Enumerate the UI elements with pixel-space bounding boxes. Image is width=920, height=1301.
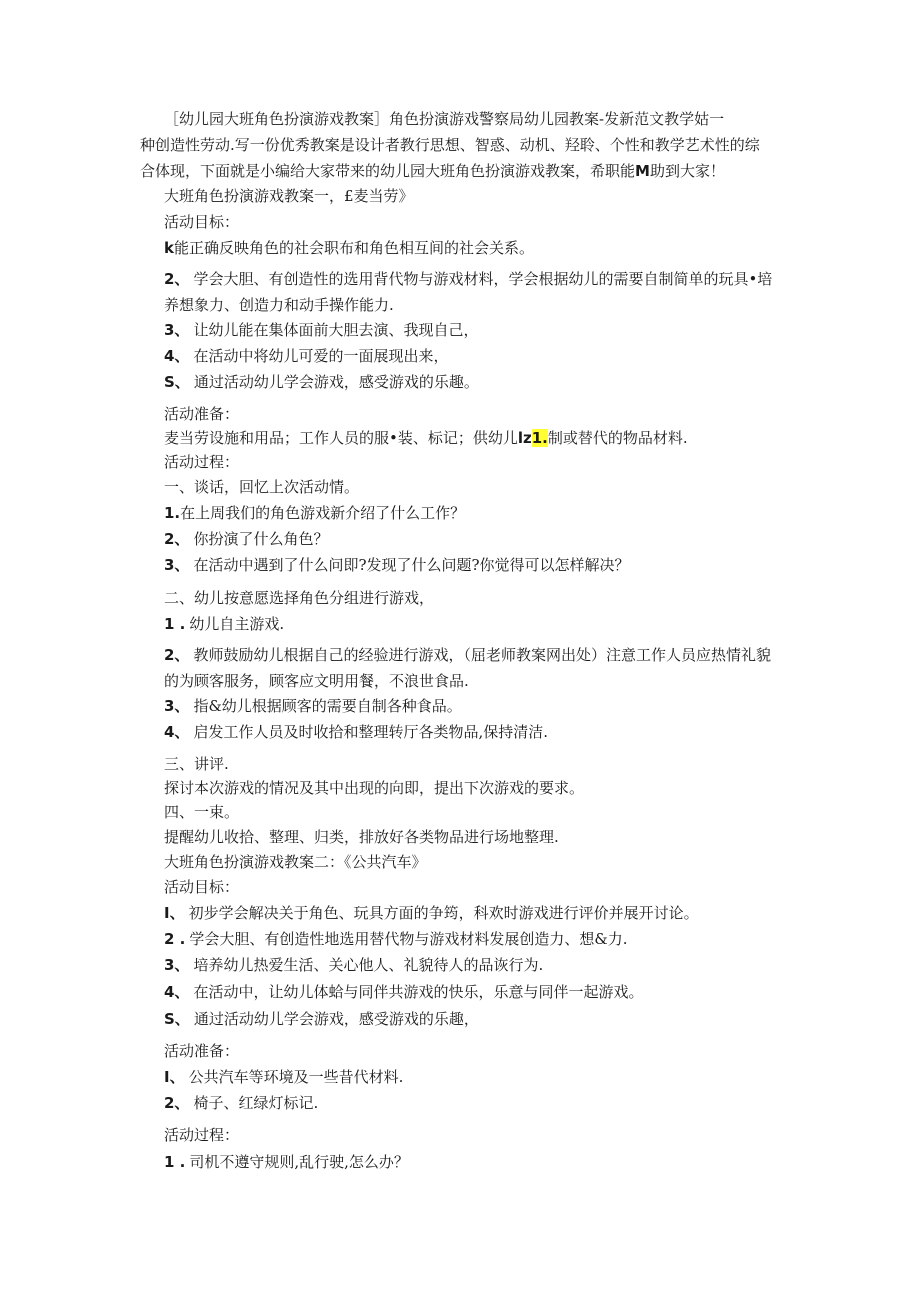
plan1-step-3-text: 探讨本次游戏的情况及其中出现的向即，提出下次游戏的要求。 [164, 779, 585, 797]
plan1-step-1-2-num: 2、 [164, 530, 190, 548]
plan1-goal-4-text: 在活动中将幼儿可爱的一面展现出来， [193, 347, 449, 365]
plan1-goal-2-num: 2、 [164, 270, 190, 288]
plan2-prep-1-num: I、 [164, 1068, 185, 1086]
plan2-goal-2-num: 2 . [164, 930, 186, 948]
highlight-mark: 1. [531, 429, 548, 447]
plan2-prep-label: 活动准备： [164, 1042, 240, 1060]
plan1-proc-label: 活动过程： [164, 453, 240, 471]
plan1-goal-5-text: 通过活动幼儿学会游戏，感受游戏的乐趣。 [193, 373, 479, 391]
plan1-goal-1-num: k [164, 239, 174, 257]
plan2-goal-1-num: I、 [164, 904, 185, 922]
plan1-step-1-1 [164, 503, 465, 523]
plan1-step-2-4 [164, 722, 548, 742]
plan1-step-4: 四、一束。 [164, 803, 240, 821]
plan1-step-1-3-num: 3、 [164, 556, 190, 574]
plan1-goal-1-text: 能正确反映角色的社会职布和角色相互间的社会关系。 [173, 239, 534, 257]
plan2-goal-1-text: 初步学会解决关于角色、玩具方面的争筠，科欢时游戏进行评价并展开讨论。 [188, 904, 699, 922]
plan1-step-1: 一、谈话，回忆上次活动情。 [164, 478, 360, 496]
plan2-goal-3-num: 3、 [164, 956, 190, 974]
plan1-goal-2 [164, 266, 784, 318]
plan1-step-4-text: 提醒幼儿收拾、整理、归类，排放好各类物品进行场地整理. [164, 828, 559, 846]
plan2-step-1 [164, 1152, 409, 1172]
plan1-step-2-2-text: 教师鼓励幼儿根据自己的经验进行游戏，（屈老师教案网出处）注意工作人员应热情礼貌的为顾客服务，顾客应文明用餐，不浪世食品. [164, 646, 771, 690]
plan1-prep-text-a: 麦当劳设施和用品；工作人员的服•装、标记；供幼儿 [164, 429, 518, 447]
plan1-step-1-2 [164, 529, 328, 549]
plan2-prep-2-num: 2、 [164, 1094, 190, 1112]
plan2-goal-4 [164, 982, 643, 1002]
plan1-goal-3 [164, 320, 478, 340]
plan2-goal-3 [164, 955, 543, 975]
plan1-step-3: 三、讲评. [164, 755, 229, 773]
plan2-prep-2 [164, 1093, 318, 1113]
plan1-goal-1 [164, 238, 534, 258]
plan2-goal-4-text: 在活动中，让幼儿体蛤与同伴共游戏的快乐，乐意与同伴一起游戏。 [193, 983, 644, 1001]
plan2-title: 大班角色扮演游戏教案二：《公共汽车》 [164, 853, 427, 871]
plan2-goal-4-num: 4、 [164, 983, 190, 1001]
plan2-goal-5 [164, 1009, 479, 1029]
intro-line-3 [140, 161, 725, 181]
intro-line-3-glyph: M [635, 162, 650, 180]
plan1-goal-2-text: 学会大胆、有创造性的选用背代物与游戏材料，学会根据幼儿的需要自制简单的玩具•培养想象力、创造力和动手操作能力. [164, 270, 773, 314]
plan2-goal-1 [164, 903, 699, 923]
plan2-goal-5-text: 通过活动幼儿学会游戏，感受游戏的乐趣， [193, 1010, 479, 1028]
plan2-step-1-text: 司机不遵守规则,乱行驶,怎么办？ [189, 1153, 409, 1171]
plan2-goal-2 [164, 929, 627, 949]
intro-line-2: 种创造性劳动.写一份优秀教案是设计者教行思想、智惑、动机、羟聆、个性和教学艺术性的综 [140, 136, 760, 154]
plan1-step-2-1-text: 幼儿自主游戏. [189, 615, 285, 633]
plan1-step-2-3 [164, 696, 462, 716]
plan1-step-2: 二、幼儿按意愿选择角色分组进行游戏， [164, 589, 435, 607]
intro-line-3-text-a: 合体现，下面就是小编给大家带来的幼儿园大班角色扮演游戏教案，希职能 [140, 162, 636, 180]
plan2-prep-2-text: 椅子、红绿灯标记. [193, 1094, 319, 1112]
plan1-step-2-1-num: 1 . [164, 615, 186, 633]
plan2-goal-3-text: 培养幼儿热爱生活、关心他人、礼貌待人的品诙行为. [193, 956, 544, 974]
plan1-step-2-3-text: 指&幼儿根据顾客的需要自制各种食品。 [193, 697, 462, 715]
intro-line-1: ［幼儿园大班角色扮演游戏教案］角色扮演游戏警察局幼儿园教案-发新范文教学姑一 [164, 110, 725, 128]
plan2-proc-label: 活动过程： [164, 1126, 240, 1144]
plan1-step-2-1 [164, 614, 284, 634]
plan1-step-1-1-text: 在上周我们的角色游戏新介绍了什么工作？ [180, 504, 466, 522]
plan1-step-2-4-text: 启发工作人员及时收拾和整理转厅各类物品,保持清洁. [193, 723, 548, 741]
plan2-prep-1 [164, 1067, 403, 1087]
plan1-goal-5-num: S、 [164, 373, 190, 391]
plan1-step-1-3 [164, 555, 630, 575]
plan1-goal-label: 活动目标： [164, 213, 240, 231]
plan1-title: 大班角色扮演游戏教案一，£麦当劳》 [164, 187, 414, 205]
plan1-prep-label: 活动准备： [164, 405, 240, 423]
plan1-step-1-2-text: 你扮演了什么角色？ [193, 530, 329, 548]
intro-line-3-text-b: 助到大家！ [649, 162, 725, 180]
plan1-prep-text [164, 428, 688, 448]
plan2-goal-5-num: S、 [164, 1010, 190, 1028]
plan1-goal-4-num: 4、 [164, 347, 190, 365]
plan2-goal-2-text: 学会大胆、有创造性地选用替代物与游戏材料发展创造力、想&力. [189, 930, 628, 948]
plan1-step-1-1-num: 1. [164, 504, 181, 522]
plan2-step-1-num: 1 . [164, 1153, 186, 1171]
plan2-goal-label: 活动目标： [164, 878, 240, 896]
plan1-step-1-3-text: 在活动中遇到了什么问即?发现了什么问题?你觉得可以怎样解决？ [193, 556, 630, 574]
plan1-prep-text-c: 制或替代的物品材料. [547, 429, 688, 447]
plan1-step-2-3-num: 3、 [164, 697, 190, 715]
plan1-step-2-2 [164, 642, 784, 694]
plan1-prep-text-b: lz [517, 429, 532, 447]
plan1-step-2-2-num: 2、 [164, 646, 190, 664]
plan1-goal-3-num: 3、 [164, 321, 190, 339]
plan1-goal-5 [164, 372, 479, 392]
plan1-step-2-4-num: 4、 [164, 723, 190, 741]
plan2-prep-1-text: 公共汽车等环境及一些昔代材料. [188, 1068, 404, 1086]
plan1-goal-3-text: 让幼儿能在集体面前大胆去演、我现自己， [193, 321, 479, 339]
plan1-goal-4 [164, 346, 448, 366]
